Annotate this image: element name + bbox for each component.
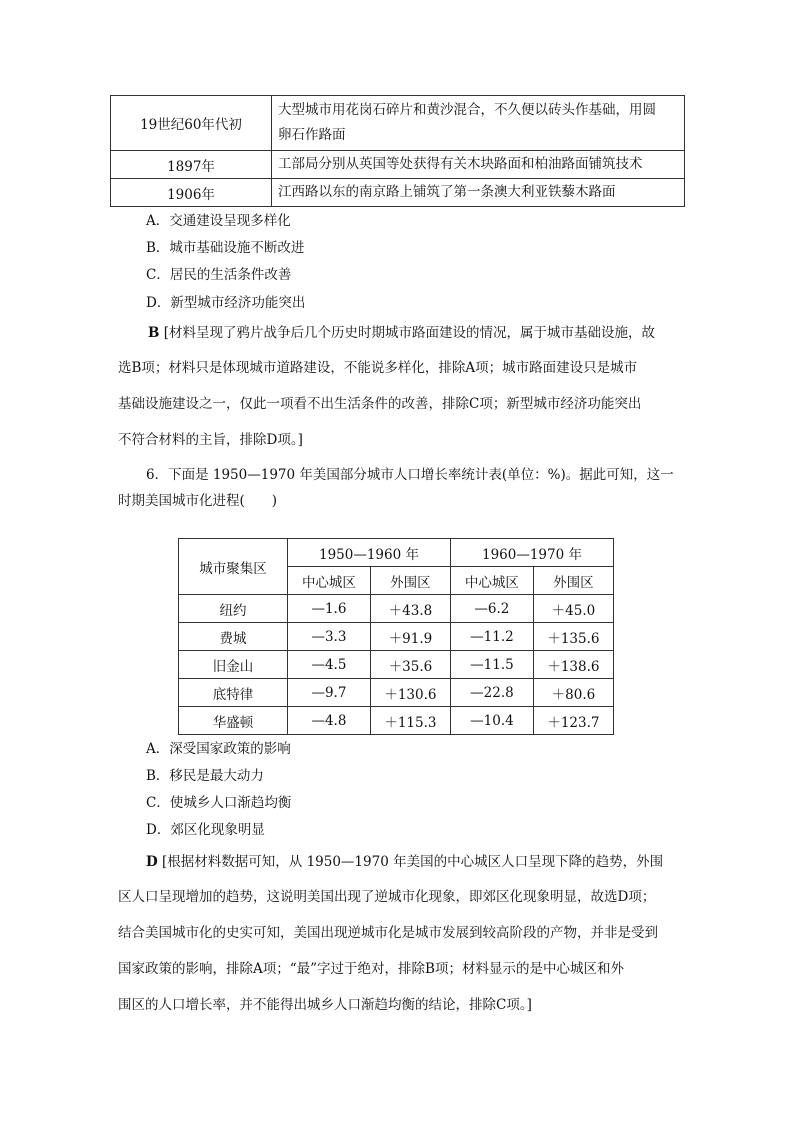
question-stem: 时期美国城市化进程( ): [118, 493, 278, 509]
table-cell: —10.4: [450, 707, 533, 735]
option-c: C．使城乡人口渐趋均衡: [146, 795, 292, 811]
table-city: 费城: [179, 623, 288, 651]
table-cell-period: 1906年: [111, 179, 272, 207]
table-row: [179, 623, 614, 651]
answer-letter: D: [146, 854, 158, 870]
option-a: A．深受国家政策的影响: [146, 741, 291, 757]
table-cell-event: [272, 96, 685, 151]
table-cell: —3.3: [288, 623, 371, 651]
option-c: C．居民的生活条件改善: [146, 267, 292, 283]
table-cell: —9.7: [288, 679, 371, 707]
table-row: [179, 651, 614, 679]
table-cell-period: 19世纪60年代初: [111, 96, 272, 151]
table-row: [111, 179, 685, 207]
table-cell: ＋35.6: [370, 651, 450, 679]
table-cell: ＋138.6: [533, 651, 613, 679]
table-cell: —11.5: [450, 651, 533, 679]
option-b: B．移民是最大动力: [146, 768, 264, 784]
table-period-header: 1960—1970 年: [450, 539, 613, 567]
table-cell: —11.2: [450, 623, 533, 651]
table-cell: ＋130.6: [370, 679, 450, 707]
table-cell: —6.2: [450, 595, 533, 623]
table-row: [179, 707, 614, 735]
option-d: D．郊区化现象明显: [146, 822, 265, 838]
table-row: [111, 151, 685, 179]
question-stem: 6．下面是 1950—1970 年美国部分城市人口增长率统计表(单位：%)。据此可知，这一: [146, 467, 674, 483]
explanation-line: 结合美国城市化的史实可知，美国出现逆城市化是城市发展到较高阶段的产物，并非是受到: [118, 925, 658, 941]
population-growth-table: [178, 538, 614, 735]
table-city: 旧金山: [179, 651, 288, 679]
table-cell: ＋45.0: [533, 595, 613, 623]
table-cell: ＋91.9: [370, 623, 450, 651]
table-cell: —4.5: [288, 651, 371, 679]
explanation-line: 围区的人口增长率，并不能得出城乡人口渐趋均衡的结论，排除C项。]: [118, 997, 532, 1013]
table-cell: —22.8: [450, 679, 533, 707]
table-cell-event: 工部局分别从英国等处获得有关木块路面和柏油路面铺筑技术: [272, 151, 685, 179]
table-cell: ＋43.8: [370, 595, 450, 623]
table-cell: ＋80.6: [533, 679, 613, 707]
explanation-line: B [材料呈现了鸦片战争后几个历史时期城市路面建设的情况，属于城市基础设施，故: [148, 325, 655, 341]
explanation-line: 区人口呈现增加的趋势，这说明美国出现了逆城市化现象，即郊区化现象明显，故选D项；: [118, 889, 656, 905]
table-cell: —4.8: [288, 707, 371, 735]
table-cell: ＋123.7: [533, 707, 613, 735]
table-corner-header: 城市聚集区: [179, 539, 288, 595]
event-line: 大型城市用花岗石碎片和黄沙混合，不久便以砖头作基础，用圆: [278, 102, 656, 118]
option-b: B．城市基础设施不断改进: [146, 240, 305, 256]
table-cell: —1.6: [288, 595, 371, 623]
table-cell-event: 江西路以东的南京路上铺筑了第一条澳大利亚铁藜木路面: [272, 179, 685, 207]
table-subheader: 外围区: [370, 567, 450, 595]
table-period-header: 1950—1960 年: [288, 539, 451, 567]
explanation-line: D [根据材料数据可知，从 1950—1970 年美国的中心城区人口呈现下降的趋势，外围: [146, 854, 664, 870]
table-city: 底特律: [179, 679, 288, 707]
option-a: A．交通建设呈现多样化: [146, 213, 291, 229]
table-row: [179, 595, 614, 623]
table-row: [179, 679, 614, 707]
explanation-line: 选B项；材料只是体现城市道路建设，不能说多样化，排除A项；城市路面建设只是城市: [118, 360, 638, 376]
explanation-line: 不符合材料的主旨，排除D项。]: [118, 432, 303, 448]
table-cell-period: 1897年: [111, 151, 272, 179]
option-d: D．新型城市经济功能突出: [146, 295, 306, 311]
table-header-row: [179, 539, 614, 567]
table-city: 纽约: [179, 595, 288, 623]
table-cell: ＋115.3: [370, 707, 450, 735]
table-city: 华盛顿: [179, 707, 288, 735]
table-cell: ＋135.6: [533, 623, 613, 651]
explanation-line: 国家政策的影响，排除A项；“最”字过于绝对，排除B项；材料显示的是中心城区和外: [118, 961, 624, 977]
explanation-line: 基础设施建设之一，仅此一项看不出生活条件的改善，排除C项；新型城市经济功能突出: [118, 396, 642, 412]
answer-letter: B: [148, 325, 160, 341]
table-subheader: 中心城区: [288, 567, 371, 595]
road-history-table: [110, 95, 685, 207]
table-subheader: 外围区: [533, 567, 613, 595]
table-subheader: 中心城区: [450, 567, 533, 595]
table-row: [111, 96, 685, 151]
event-line: 卵石作路面: [278, 127, 346, 143]
